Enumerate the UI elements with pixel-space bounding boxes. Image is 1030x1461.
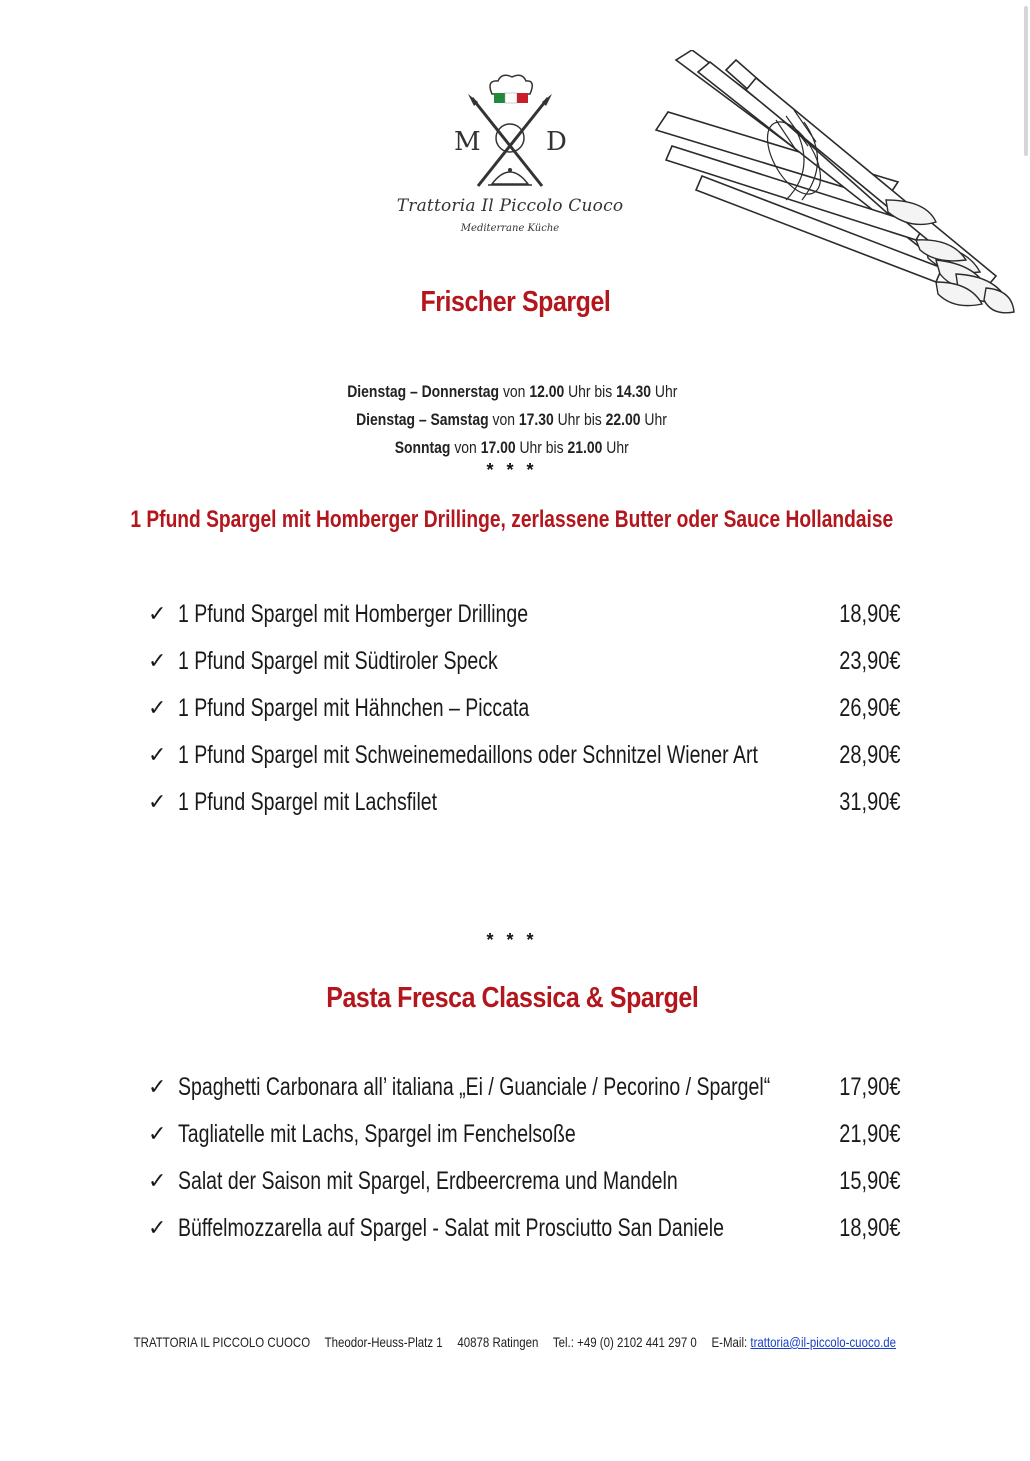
menu-item-name: Büffelmozzarella auf Spargel - Salat mit Prosciutto San Daniele	[178, 1214, 724, 1242]
opening-hours	[0, 378, 1024, 462]
menu-item-price: 28,90€	[838, 741, 900, 769]
separator: * * *	[486, 460, 538, 480]
check-icon: ✓	[148, 1216, 167, 1241]
separator: * * *	[486, 930, 538, 950]
logo-initial-d: D	[546, 127, 567, 157]
footer	[0, 1334, 1030, 1350]
menu-item	[148, 1165, 908, 1212]
menu-item-name: 1 Pfund Spargel mit Südtiroler Speck	[178, 647, 498, 675]
menu-item-price: 18,90€	[838, 600, 900, 628]
check-icon: ✓	[148, 696, 167, 721]
asparagus-illustration-icon	[636, 50, 1016, 320]
logo-initial-m: M	[454, 127, 481, 157]
logo-tagline: Mediterrane Küche	[460, 223, 560, 234]
menu-item-price: 23,90€	[838, 647, 900, 675]
menu-item-price: 18,90€	[838, 1214, 900, 1242]
section-title-frischer-spargel: Frischer Spargel	[420, 286, 610, 318]
menu-item	[148, 786, 908, 833]
restaurant-logo	[380, 72, 640, 252]
menu-item	[148, 692, 908, 739]
menu-item-price: 31,90€	[838, 788, 900, 816]
menu-item-name: 1 Pfund Spargel mit Schweinemedaillons oder Schnitzel Wiener Art	[178, 741, 758, 769]
menu-item-name: 1 Pfund Spargel mit Homberger Drillinge	[178, 600, 529, 628]
hours-line: Dienstag – Samstag von 17.30 Uhr bis 22.00 Uhr	[356, 410, 668, 429]
check-icon: ✓	[148, 743, 167, 768]
pasta-menu-list	[148, 1071, 908, 1259]
menu-item	[148, 1071, 908, 1118]
menu-item	[148, 645, 908, 692]
check-icon: ✓	[148, 790, 167, 815]
check-icon: ✓	[148, 602, 167, 627]
menu-item	[148, 598, 908, 645]
footer-phone: Tel.: +49 (0) 2102 441 297 0	[553, 1334, 697, 1350]
menu-item-name: Tagliatelle mit Lachs, Spargel im Fenchelsoße	[178, 1120, 576, 1148]
logo-name: Trattoria Il Piccolo Cuoco	[396, 196, 624, 216]
footer-street: Theodor-Heuss-Platz 1	[324, 1334, 443, 1350]
chef-logo-icon	[440, 72, 580, 194]
menu-item-name: 1 Pfund Spargel mit Lachsfilet	[178, 788, 438, 816]
check-icon: ✓	[148, 1169, 167, 1194]
section-title-pasta: Pasta Fresca Classica & Spargel	[325, 982, 699, 1014]
hours-line: Sonntag von 17.00 Uhr bis 21.00 Uhr	[394, 438, 630, 457]
scrollbar[interactable]	[1024, 6, 1028, 156]
spargel-menu-list	[148, 598, 908, 833]
footer-email-label: E-Mail:	[711, 1334, 748, 1350]
menu-item-price: 21,90€	[838, 1120, 900, 1148]
menu-item-price: 17,90€	[838, 1073, 900, 1101]
section-subtitle: 1 Pfund Spargel mit Homberger Drillinge, zerlassene Butter oder Sauce Hollandaise	[130, 506, 894, 533]
menu-item-name: 1 Pfund Spargel mit Hähnchen – Piccata	[178, 694, 530, 722]
menu-item-price: 15,90€	[838, 1167, 900, 1195]
menu-item	[148, 739, 908, 786]
footer-name: TRATTORIA IL PICCOLO CUOCO	[133, 1334, 311, 1350]
menu-item-price: 26,90€	[838, 694, 900, 722]
check-icon: ✓	[148, 649, 167, 674]
menu-item-name: Spaghetti Carbonara all’ italiana „Ei / Guanciale / Pecorino / Spargel“	[178, 1073, 771, 1101]
footer-city: 40878 Ratingen	[457, 1334, 539, 1350]
check-icon: ✓	[148, 1075, 167, 1100]
menu-item	[148, 1212, 908, 1259]
check-icon: ✓	[148, 1122, 167, 1147]
menu-item	[148, 1118, 908, 1165]
footer-email-link[interactable]: trattoria@il-piccolo-cuoco.de	[750, 1334, 897, 1350]
hours-line: Dienstag – Donnerstag von 12.00 Uhr bis 14.30 Uhr	[346, 382, 678, 401]
menu-item-name: Salat der Saison mit Spargel, Erdbeercrema und Mandeln	[178, 1167, 678, 1195]
